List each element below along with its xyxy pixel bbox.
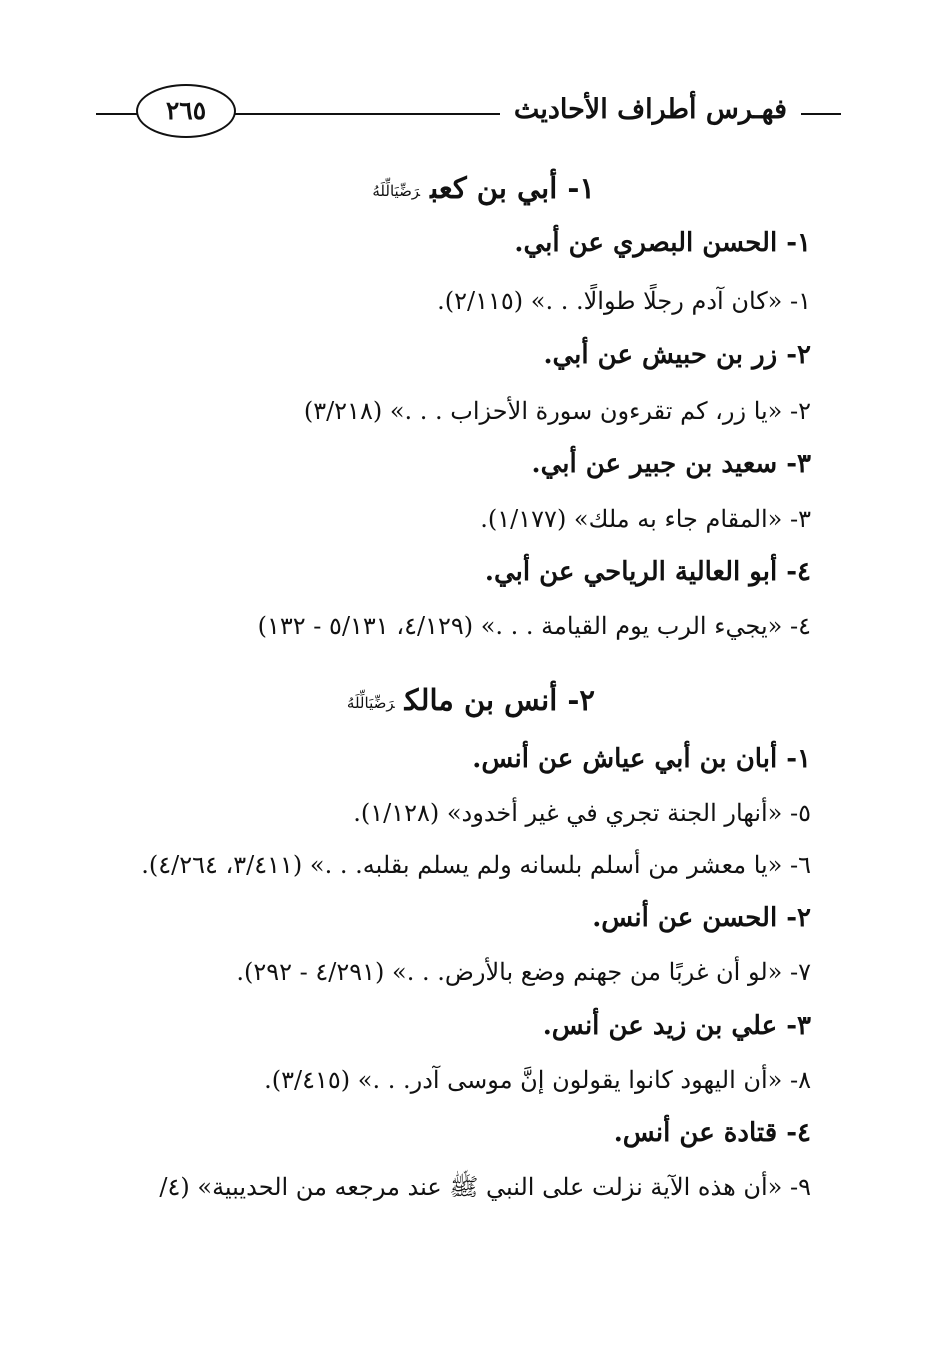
narrator-heading: ٤- قتادة عن أنس. bbox=[613, 1118, 811, 1148]
narrator-heading: ٢- زر بن حبيش عن أبي. bbox=[543, 340, 811, 370]
honorific-mark: رَضِّيَالِّلَهُ bbox=[372, 182, 421, 200]
running-header bbox=[96, 78, 841, 148]
hadith-entry: ٤- «يجيء الرب يوم القيامة . . .» (٤/١٢٩، ٥/١٣١ - ١٣٢) bbox=[257, 612, 811, 640]
narrator-heading: ٢- الحسن عن أنس. bbox=[592, 903, 811, 933]
hadith-entry: ١- «كان آدم رجلًا طوالًا. . .» (٢/١١٥). bbox=[437, 287, 811, 315]
section-heading bbox=[372, 168, 595, 211]
section-heading bbox=[347, 680, 595, 723]
narrator-heading: ٣- علي بن زيد عن أنس. bbox=[542, 1011, 811, 1041]
honorific-mark: رَضِّيَالِّلَهُ bbox=[346, 694, 395, 712]
header-title: فهـرس أطراف الأحاديث bbox=[500, 84, 801, 136]
hadith-entry: ٧- «لو أن غربًا من جهنم وضع بالأرض. . .» (٤/٢٩١ - ٢٩٢). bbox=[236, 958, 811, 986]
narrator-heading: ٣- سعيد بن جبير عن أبي. bbox=[531, 449, 811, 479]
narrator-heading: ٤- أبو العالية الرياحي عن أبي. bbox=[484, 557, 811, 587]
narrator-heading: ١- الحسن البصري عن أبي. bbox=[514, 228, 811, 258]
section-title: ٢- أنس بن مالك bbox=[404, 683, 595, 717]
hadith-entry: ٩- «أن هذه الآية نزلت على النبي ﷺ عند مرجعه من الحديبية» (٤/ bbox=[159, 1173, 811, 1201]
hadith-entry: ٥- «أنهار الجنة تجري في غير أخدود» (١/١٢٨). bbox=[353, 799, 811, 827]
hadith-entry: ٢- «يا زر، كم تقرءون سورة الأحزاب . . .» (٣/٢١٨) bbox=[303, 397, 811, 425]
hadith-entry: ٨- «أن اليهود كانوا يقولون إنَّ موسى آدر. . .» (٣/٤١٥). bbox=[264, 1066, 811, 1094]
section-title: ١- أبي بن كعب bbox=[430, 171, 595, 205]
narrator-heading: ١- أبان بن أبي عياش عن أنس. bbox=[472, 744, 811, 774]
hadith-entry: ٦- «يا معشر من أسلم بلسانه ولم يسلم بقلبه. . .» (٣/٤١١، ٤/٢٦٤). bbox=[141, 851, 811, 879]
page-number: ٢٦٥ bbox=[136, 84, 236, 138]
hadith-entry: ٣- «المقام جاء به ملك» (١/١٧٧). bbox=[480, 505, 811, 533]
